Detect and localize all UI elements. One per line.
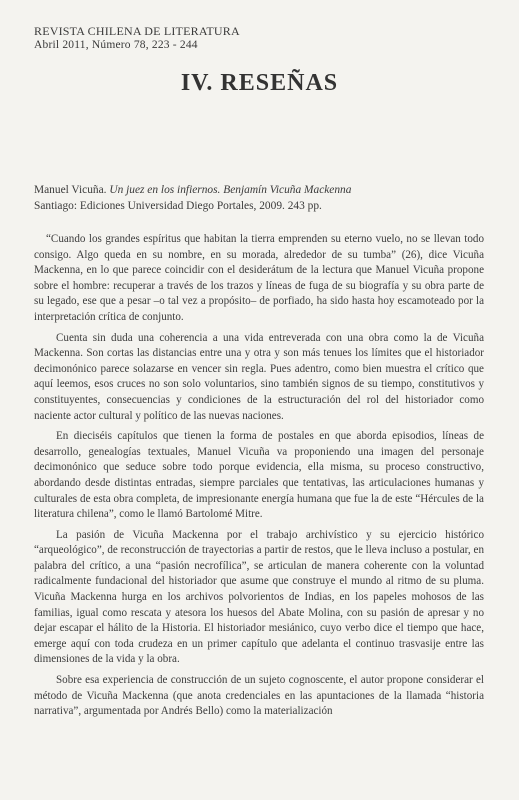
paragraph: La pasión de Vicuña Mackenna por el trabajo archivístico y su ejercicio histórico “arqueológico”, de reconstrucción de trayectorias a partir de restos, que le lleva incluso a postular, en palabra del crítico, a una “pasión necrofílica”, se articulan de manera coherente con la voluntad radicalmente fundacional del historiador que asume que construye el mundo al ritmo de su pluma. Vicuña Mackenna hurga en los archivos polvorientos de Indias, en los papeles mohosos de las familias, igual como rescata y atesora los huesos del Abate Molina, con su pasión de apresar y no dejar escapar el hálito de la Historia. El historiador mesiánico, cuyo verbo dice el tiempo que hace, emerge aquí con toda crudeza en un primer capítulo que adelanta el continuo trasvasije entre las dimensiones de la vida y la obra. bbox=[34, 528, 484, 666]
paragraph: “Cuando los grandes espíritus que habitan la tierra emprenden su eterno vuelo, no se llevan todo consigo. Algo queda en su nombre, en su morada, alrededor de su tumba” (26), dice Vicuña Mackenna, en lo que parece coincidir con el desiderátum de la lectura que Manuel Vicuña propone sobre el hombre: recuperar a través de los trazos y líneas de fuga de su biografía y su obra parte de su legado, ese que a pesar –o tal vez a propósito– de porfiado, ha sido hasta hoy escamoteado por la interpretación crítica de conjunto. bbox=[34, 233, 484, 323]
paragraph: Sobre esa experiencia de construcción de un sujeto cognoscente, el autor propone considerar el método de Vicuña Mackenna (que anota credenciales en las apuntaciones de la llamada “historia narrativa”, argumentada por Andrés Bello) como la materialización bbox=[34, 674, 484, 718]
paragraph: En dieciséis capítulos que tienen la forma de postales en que aborda episodios, líneas de desarrollo, genealogías textuales, Manuel Vicuña va proponiendo una imagen del personaje decimonónico que seduce sobre todo porque evidencia, ella misma, su proceso constructivo, abordando desde distintas entradas, siempre parciales que tentativas, las articulaciones humanas y culturales de esta obra completa, de impresionante energía humana que fue la de este “Hércules de la literatura chilena”, como le llamó Bartolomé Mitre. bbox=[34, 430, 484, 521]
review-body bbox=[34, 232, 484, 725]
reference-publisher: Santiago: Ediciones Universidad Diego Portales, 2009. 243 pp. bbox=[34, 199, 322, 212]
book-reference bbox=[34, 183, 484, 214]
journal-header bbox=[34, 24, 454, 52]
reference-book-title: Un juez en los infiernos. Benjamín Vicuña Mackenna bbox=[109, 184, 352, 196]
reference-line-1 bbox=[34, 183, 484, 199]
paragraph: Cuenta sin duda una coherencia a una vida entreverada con una obra como la de Vicuña Mackenna. Son cortas las distancias entre una y otra y son más tenues los límites que el historiador decimonónico parece solazarse en vencer sin regla. Pues adentro, como bien muestra el crítico que aquí leemos, esos cruces no son solo voluntarios, sino también signos de su tiempo, constitutivos y constituyentes, consecuencias y condiciones de la estructuración del rol del historiador como naciente actor cultural y político de las nuevas naciones. bbox=[34, 331, 484, 422]
section-title: IV. RESEÑAS bbox=[180, 70, 339, 96]
reference-author: Manuel Vicuña. bbox=[34, 184, 110, 196]
journal-name: REVISTA CHILENA DE LITERATURA bbox=[34, 24, 240, 38]
journal-issue: Abril 2011, Número 78, 223 - 244 bbox=[34, 39, 198, 51]
